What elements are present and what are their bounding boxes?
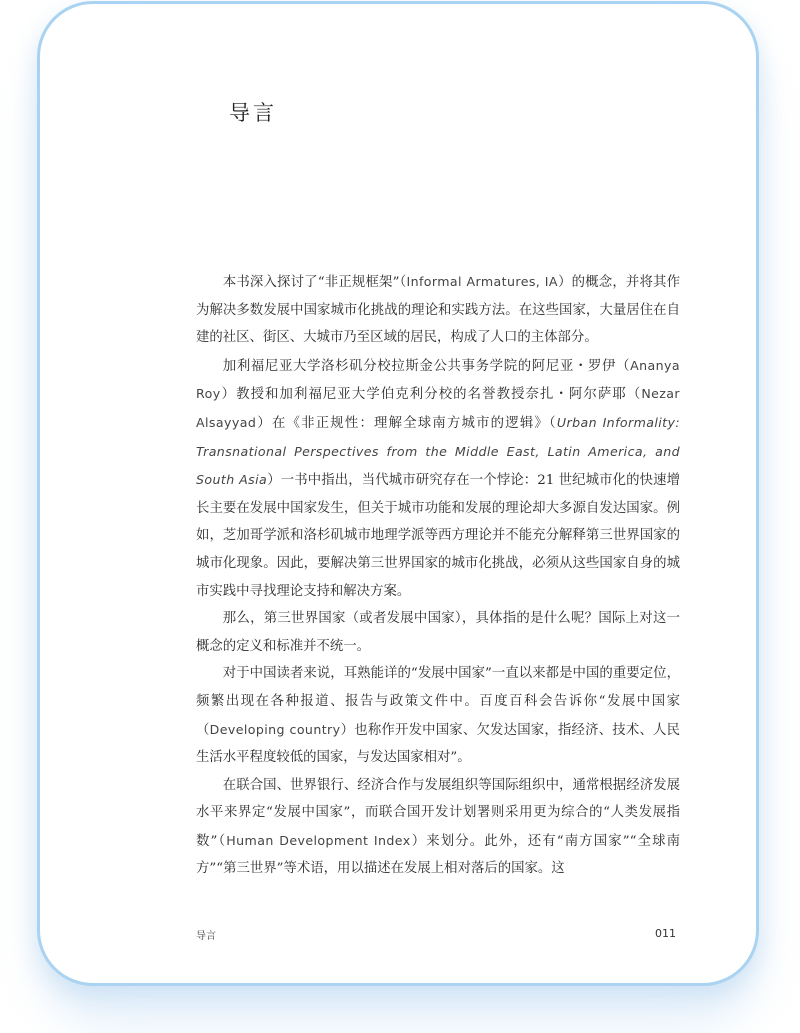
text-run: ）一书中指出，当代城市研究存在一个悖论：21 世纪城市化的快速增长主要在发展中国家发生，但关于城市功能和发展的理论却大多源自发达国家。例如，芝加哥学派和洛杉矶城市地理学派等西方理论并不能充分解释第三世界国家的城市化现象。因此，要解决第三世界国家的城市化挑战，必须从这些国家自身的城市实践中寻找理论支持和解决方案。 [196, 473, 680, 599]
english-term: Developing country [209, 721, 341, 737]
text-run: 在联合国、世界银行、经济合作与发展组织等国际组织中，通常根据经济发展水平来界定“发展中国家”，而联合国开发计划署则采用更为综合的“人类发展指数”（ [196, 777, 680, 849]
english-term: Ananya Roy [196, 357, 680, 402]
text-run: 加利福尼亚大学洛杉矶分校拉斯金公共事务学院的阿尼亚・罗伊（ [222, 358, 631, 374]
english-term: Informal Armatures, IA [406, 274, 558, 289]
english-term: Human Development Index [226, 832, 411, 848]
text-run: ）教授和加利福尼亚大学伯克利分校的名誉教授奈扎・阿尔萨耶（ [220, 387, 642, 403]
english-term: Nezar Alsayyad [196, 386, 680, 430]
body-text [196, 268, 680, 883]
text-run: 那么，第三世界国家（或者发展中国家），具体指的是什么呢？国际上对这一概念的定义和标准并不统一。 [196, 611, 680, 654]
paragraph [196, 605, 680, 660]
text-run: ）来划分。此外，还有“南方国家”“全球南方”“第三世界”等术语，用以描述在发展上相对落后的国家。这 [196, 833, 680, 877]
text-run: 对于中国读者来说，耳熟能详的“发展中国家”一直以来都是中国的重要定位，频繁出现在各种报道、报告与政策文件中。百度百科会告诉你“发展中国家（ [196, 666, 680, 738]
paragraph [196, 660, 680, 771]
paragraph [196, 268, 680, 352]
text-run: ）也称作开发中国家、欠发达国家，指经济、技术、人民生活水平程度较低的国家，与发达国家相对”。 [196, 722, 681, 766]
text-run: ）在《非正规性：理解全球南方城市的逻辑》（ [256, 415, 557, 431]
text-run: ）的概念，并将其作为解决多数发展中国家城市化挑战的理论和实践方法。在这些国家，大量居住在自建的社区、街区、大城市乃至区域的居民，构成了人口的主体部分。 [196, 275, 680, 346]
paragraph [196, 352, 680, 605]
page-number: 011 [655, 927, 676, 940]
english-term: Urban Informality: Transnational Perspectives from the Middle East, Latin America, and South Asia [196, 414, 681, 488]
chapter-title: 导言 [229, 101, 277, 125]
running-head: 导言 [196, 931, 216, 942]
paragraph [196, 772, 680, 883]
text-run: 本书深入探讨了“非正规框架”（ [222, 275, 407, 290]
